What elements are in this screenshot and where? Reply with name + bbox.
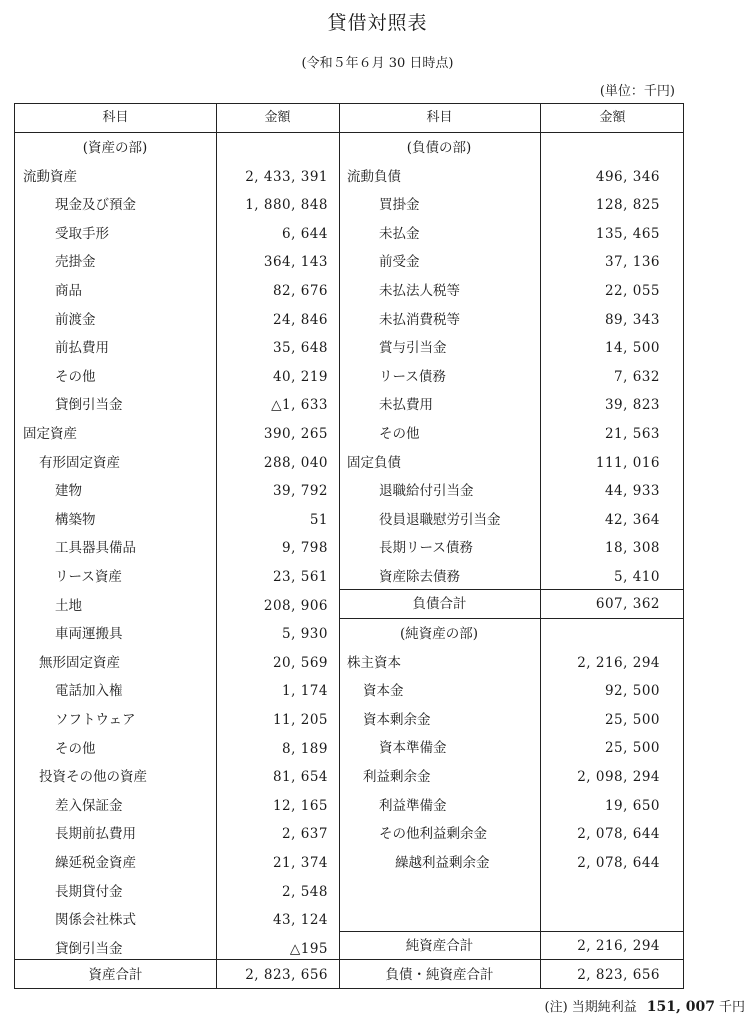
asset-row-label: 構築物 (55, 511, 96, 528)
liabilities-total-value: 607, 362 (595, 596, 660, 612)
liability-row-value: 18, 308 (604, 540, 660, 557)
liability-row-value: 5, 410 (614, 568, 660, 585)
asset-row-value: 8, 189 (282, 740, 328, 757)
net-income-note (545, 996, 746, 1015)
asset-row-value: 9, 798 (282, 540, 328, 557)
asset-row-value: 364, 143 (263, 254, 328, 271)
asset-row-value: 39, 792 (272, 483, 328, 500)
as-of-date: (令和５年６月 30 日時点) (301, 56, 454, 71)
net-assets-total-value: 2, 216, 294 (577, 938, 660, 954)
asset-row-value: 12, 165 (272, 797, 328, 814)
net-asset-row-value: 25, 500 (604, 711, 660, 728)
net-asset-row-value: 2, 216, 294 (577, 654, 660, 671)
asset-row-label: 前払費用 (55, 340, 109, 357)
liability-row-value: 135, 465 (595, 225, 660, 242)
net-asset-row-label: 資本剰余金 (363, 711, 431, 728)
asset-row-value: 1, 174 (282, 683, 328, 700)
liability-row-label: 役員退職慰労引当金 (379, 511, 501, 528)
asset-row-label: 工具器具備品 (55, 540, 136, 557)
header-subject-right: 科目 (426, 110, 453, 125)
asset-row-label: 貸倒引当金 (55, 397, 123, 414)
asset-row-label: 建物 (55, 483, 82, 500)
asset-row-label: 関係会社株式 (55, 912, 136, 929)
asset-row-label: 電話加入権 (55, 683, 123, 700)
asset-row-label: 土地 (55, 597, 82, 614)
liability-row-label: 前受金 (379, 254, 420, 271)
net-asset-row-label: その他利益剰余金 (379, 826, 487, 843)
asset-row-label: 車両運搬具 (55, 626, 123, 643)
net-asset-row-value: 19, 650 (604, 797, 660, 814)
net-asset-row-value: 2, 078, 644 (577, 854, 660, 871)
grand-total-value: 2, 823, 656 (577, 967, 660, 983)
liability-row-label: 流動負債 (347, 168, 401, 185)
header-divider (15, 132, 683, 133)
unit-label: (単位：千円) (599, 84, 675, 99)
liability-row-value: 496, 346 (595, 168, 660, 185)
asset-row-value: 24, 846 (272, 311, 328, 328)
asset-row-value: 21, 374 (272, 854, 328, 871)
assets-section-heading: (資産の部) (82, 140, 148, 156)
note-value: 151, 007 (646, 999, 715, 1015)
liability-row-value: 128, 825 (595, 197, 660, 214)
liability-row-label: 未払法人税等 (379, 282, 460, 299)
net-asset-row-value: 2, 078, 644 (577, 826, 660, 843)
asset-row-label: その他 (55, 740, 96, 757)
asset-row-label: 差入保証金 (55, 797, 123, 814)
liability-row-value: 22, 055 (604, 282, 660, 299)
asset-row-value: 51 (309, 511, 328, 528)
asset-row-value: 288, 040 (263, 454, 328, 471)
liability-row-label: 賞与引当金 (379, 340, 447, 357)
asset-row-value: △1, 633 (271, 397, 328, 414)
liability-row-value: 111, 016 (595, 454, 660, 471)
asset-row-value: 2, 433, 391 (245, 168, 328, 185)
liability-row-label: 未払消費税等 (379, 311, 460, 328)
grand-total-label: 負債・純資産合計 (385, 967, 494, 983)
net-assets-total-label: 純資産合計 (405, 938, 474, 954)
balance-sheet-table (14, 103, 684, 989)
asset-row-label: 有形固定資産 (39, 454, 120, 471)
asset-row-value: 2, 637 (282, 826, 328, 843)
asset-row-value: 11, 205 (272, 711, 328, 728)
assets-total-value: 2, 823, 656 (245, 967, 328, 983)
asset-row-label: 長期貸付金 (55, 883, 123, 900)
asset-row-label: 無形固定資産 (39, 654, 120, 671)
asset-row-label: 商品 (55, 282, 82, 299)
liability-row-value: 42, 364 (604, 511, 660, 528)
asset-row-value: 35, 648 (272, 340, 328, 357)
liability-row-label: 長期リース債務 (379, 540, 473, 557)
liability-row-label: 未払金 (379, 225, 420, 242)
header-amount-left: 金額 (264, 110, 291, 125)
asset-row-label: その他 (55, 368, 96, 385)
liability-row-value: 37, 136 (604, 254, 660, 271)
net-asset-row-label: 利益準備金 (379, 797, 447, 814)
net-asset-row-label: 繰越利益剰余金 (395, 854, 490, 871)
asset-row-value: 390, 265 (263, 425, 328, 442)
assets-total-label: 資産合計 (88, 967, 143, 983)
asset-row-value: 81, 654 (272, 769, 328, 786)
asset-row-value: 82, 676 (272, 282, 328, 299)
asset-row-label: 固定資産 (23, 425, 77, 442)
net-asset-row-label: 利益剰余金 (363, 768, 431, 785)
liabilities-section-heading: (負債の部) (406, 140, 472, 156)
asset-row-value: 2, 548 (282, 883, 328, 900)
liability-row-label: 退職給付引当金 (379, 483, 474, 500)
liability-row-label: 買掛金 (379, 197, 420, 214)
asset-row-label: 売掛金 (55, 254, 96, 271)
liability-row-value: 44, 933 (604, 483, 660, 500)
document-title: 貸借対照表 (327, 12, 428, 34)
liabilities-total-rule-bottom (339, 618, 683, 619)
liabilities-total-label: 負債合計 (412, 596, 467, 612)
asset-row-label: ソフトウェア (55, 711, 136, 728)
liability-row-label: 固定負債 (347, 454, 401, 471)
liability-row-label: 未払費用 (379, 397, 433, 414)
asset-row-label: 受取手形 (55, 225, 109, 242)
net-asset-row-value: 92, 500 (604, 683, 660, 700)
header-amount-right: 金額 (599, 110, 626, 125)
asset-row-value: 43, 124 (272, 912, 328, 929)
asset-row-value: 208, 906 (263, 597, 328, 614)
header-subject-left: 科目 (102, 110, 129, 125)
net-asset-row-label: 株主資本 (347, 654, 401, 671)
liability-row-value: 89, 343 (604, 311, 660, 328)
liability-row-value: 21, 563 (604, 425, 660, 442)
note-label: (注) 当期純利益 (544, 1000, 637, 1015)
liability-row-label: リース債務 (379, 368, 446, 385)
asset-row-label: 長期前払費用 (55, 826, 136, 843)
asset-row-label: 現金及び預金 (55, 197, 136, 214)
net-assets-section-heading: (純資産の部) (399, 626, 479, 642)
asset-row-label: 流動資産 (23, 168, 77, 185)
note-unit: 千円 (718, 1000, 745, 1015)
net-asset-row-value: 25, 500 (604, 740, 660, 757)
asset-row-value: 1, 880, 848 (245, 197, 328, 214)
net-asset-row-label: 資本準備金 (379, 740, 447, 757)
grand-total-rule (15, 959, 683, 960)
asset-row-value: 20, 569 (272, 654, 328, 671)
asset-row-value: 40, 219 (272, 368, 328, 385)
asset-row-value: 6, 644 (282, 225, 328, 242)
asset-row-label: 繰延税金資産 (55, 854, 136, 871)
asset-row-label: 前渡金 (55, 311, 96, 328)
col-divider-center (339, 104, 340, 988)
net-asset-row-value: 2, 098, 294 (577, 768, 660, 785)
liability-row-value: 39, 823 (604, 397, 660, 414)
asset-row-value: 23, 561 (272, 568, 328, 585)
liability-row-value: 7, 632 (614, 368, 660, 385)
asset-row-value: 5, 930 (282, 626, 328, 643)
asset-row-value: △195 (289, 940, 328, 957)
net-asset-row-label: 資本金 (363, 683, 404, 700)
liability-row-label: その他 (379, 425, 420, 442)
liability-row-label: 資産除去債務 (379, 568, 460, 585)
asset-row-label: 投資その他の資産 (39, 769, 147, 786)
asset-row-label: 貸倒引当金 (55, 940, 123, 957)
asset-row-label: リース資産 (55, 568, 122, 585)
liability-row-value: 14, 500 (604, 340, 660, 357)
